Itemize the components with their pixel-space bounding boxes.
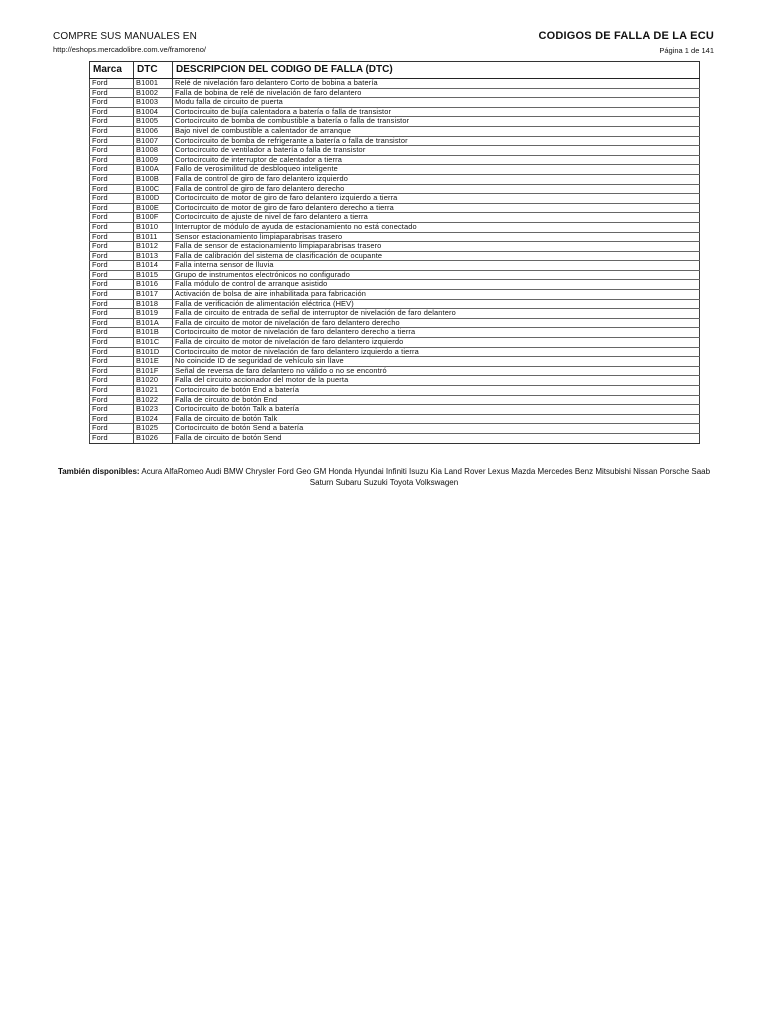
cell-description: Falla de verificación de alimentación eléctrica (HEV) bbox=[173, 299, 700, 309]
table-row bbox=[90, 405, 700, 415]
cell-dtc: B101A bbox=[134, 318, 173, 328]
table-row bbox=[90, 357, 700, 367]
cell-description: Cortocircuito de botón Talk a batería bbox=[173, 405, 700, 415]
cell-marca: Ford bbox=[90, 126, 134, 136]
cell-dtc: B1022 bbox=[134, 395, 173, 405]
cell-description: Falla del circuito accionador del motor de la puerta bbox=[173, 376, 700, 386]
header-left bbox=[53, 31, 206, 55]
cell-dtc: B100D bbox=[134, 194, 173, 204]
cell-description: Falla de control de giro de faro delantero izquierdo bbox=[173, 174, 700, 184]
cell-description: Relé de nivelación faro delantero Corto de bobina a batería bbox=[173, 79, 700, 89]
cell-dtc: B1011 bbox=[134, 232, 173, 242]
cell-dtc: B101E bbox=[134, 357, 173, 367]
cell-description: Cortocircuito de interruptor de calentador a tierra bbox=[173, 155, 700, 165]
cell-description: Cortocircuito de botón End a batería bbox=[173, 386, 700, 396]
table-row bbox=[90, 318, 700, 328]
table-row bbox=[90, 126, 700, 136]
cell-marca: Ford bbox=[90, 88, 134, 98]
table-row bbox=[90, 261, 700, 271]
cell-description: Interruptor de módulo de ayuda de estacionamiento no está conectado bbox=[173, 222, 700, 232]
cell-description: Modu falla de circuito de puerta bbox=[173, 98, 700, 108]
cell-dtc: B1012 bbox=[134, 242, 173, 252]
cell-marca: Ford bbox=[90, 424, 134, 434]
cell-marca: Ford bbox=[90, 347, 134, 357]
document-title: CODIGOS DE FALLA DE LA ECU bbox=[538, 30, 714, 42]
cell-dtc: B1018 bbox=[134, 299, 173, 309]
also-available bbox=[53, 467, 715, 488]
table-row bbox=[90, 414, 700, 424]
cell-marca: Ford bbox=[90, 328, 134, 338]
header-right bbox=[538, 29, 714, 56]
table-row bbox=[90, 213, 700, 223]
header-description: DESCRIPCION DEL CODIGO DE FALLA (DTC) bbox=[173, 62, 700, 79]
cell-dtc: B100E bbox=[134, 203, 173, 213]
header-marca: Marca bbox=[90, 62, 134, 79]
cell-dtc: B1026 bbox=[134, 433, 173, 443]
table-row bbox=[90, 155, 700, 165]
table-row bbox=[90, 194, 700, 204]
cell-description: Cortocircuito de bomba de combustible a batería o falla de transistor bbox=[173, 117, 700, 127]
cell-description: Grupo de instrumentos electrónicos no configurado bbox=[173, 270, 700, 280]
cell-description: Falla de circuito de entrada de señal de interruptor de nivelación de faro delantero bbox=[173, 309, 700, 319]
header-dtc: DTC bbox=[134, 62, 173, 79]
table-row bbox=[90, 309, 700, 319]
shop-url: http://eshops.mercadolibre.com.ve/framoreno/ bbox=[53, 45, 206, 54]
dtc-table bbox=[89, 61, 700, 444]
cell-description: Cortocircuito de ajuste de nivel de faro delantero a tierra bbox=[173, 213, 700, 223]
cell-dtc: B1024 bbox=[134, 414, 173, 424]
brand-list: Acura AlfaRomeo Audi BMW Chrysler Ford Geo GM Honda Hyundai Infiniti Isuzu Kia Land Rover Lexus Mazda Mercedes Benz Mitsubishi Nissan Porsche Saab Saturn Subaru Suzuki Toyota Volkswagen bbox=[141, 467, 711, 487]
table-row bbox=[90, 251, 700, 261]
cell-marca: Ford bbox=[90, 174, 134, 184]
cell-marca: Ford bbox=[90, 414, 134, 424]
cell-marca: Ford bbox=[90, 79, 134, 89]
cell-marca: Ford bbox=[90, 251, 134, 261]
cell-marca: Ford bbox=[90, 213, 134, 223]
table-header-row bbox=[90, 62, 700, 79]
cell-marca: Ford bbox=[90, 155, 134, 165]
cell-marca: Ford bbox=[90, 203, 134, 213]
cell-marca: Ford bbox=[90, 261, 134, 271]
cell-marca: Ford bbox=[90, 136, 134, 146]
table-row bbox=[90, 232, 700, 242]
cell-description: Fallo de verosimilitud de desbloqueo inteligente bbox=[173, 165, 700, 175]
cell-dtc: B101F bbox=[134, 366, 173, 376]
cell-marca: Ford bbox=[90, 357, 134, 367]
table-row bbox=[90, 424, 700, 434]
table-row bbox=[90, 376, 700, 386]
cell-description: Falla de sensor de estacionamiento limpiaparabrisas trasero bbox=[173, 242, 700, 252]
table-row bbox=[90, 270, 700, 280]
table-row bbox=[90, 107, 700, 117]
cell-dtc: B101C bbox=[134, 338, 173, 348]
cell-dtc: B1016 bbox=[134, 280, 173, 290]
table-row bbox=[90, 184, 700, 194]
cell-marca: Ford bbox=[90, 318, 134, 328]
cell-dtc: B1006 bbox=[134, 126, 173, 136]
cell-description: Cortocircuito de bomba de refrigerante a batería o falla de transistor bbox=[173, 136, 700, 146]
cell-description: Sensor estacionamiento limpiaparabrisas trasero bbox=[173, 232, 700, 242]
cell-dtc: B1001 bbox=[134, 79, 173, 89]
cell-dtc: B1010 bbox=[134, 222, 173, 232]
cell-dtc: B100A bbox=[134, 165, 173, 175]
cell-marca: Ford bbox=[90, 299, 134, 309]
cell-marca: Ford bbox=[90, 98, 134, 108]
also-available-label: También disponibles: bbox=[57, 467, 140, 476]
table-row bbox=[90, 117, 700, 127]
table-row bbox=[90, 366, 700, 376]
table-row bbox=[90, 88, 700, 98]
cell-description: Falla de circuito de motor de nivelación de faro delantero derecho bbox=[173, 318, 700, 328]
table-row bbox=[90, 347, 700, 357]
table-row bbox=[90, 174, 700, 184]
page-number: Página 1 de 141 bbox=[659, 46, 714, 55]
cell-dtc: B1007 bbox=[134, 136, 173, 146]
table-row bbox=[90, 203, 700, 213]
cell-marca: Ford bbox=[90, 395, 134, 405]
promo-text: COMPRE SUS MANUALES EN bbox=[53, 31, 197, 42]
cell-dtc: B1025 bbox=[134, 424, 173, 434]
cell-marca: Ford bbox=[90, 107, 134, 117]
cell-description: Cortocircuito de motor de giro de faro delantero izquierdo a tierra bbox=[173, 194, 700, 204]
cell-description: Cortocircuito de botón Send a batería bbox=[173, 424, 700, 434]
table-row bbox=[90, 338, 700, 348]
cell-description: Activación de bolsa de aire inhabilitada para fabricación bbox=[173, 290, 700, 300]
cell-dtc: B1020 bbox=[134, 376, 173, 386]
cell-dtc: B1015 bbox=[134, 270, 173, 280]
cell-dtc: B101B bbox=[134, 328, 173, 338]
cell-dtc: B100C bbox=[134, 184, 173, 194]
table-row bbox=[90, 328, 700, 338]
cell-dtc: B1009 bbox=[134, 155, 173, 165]
table-row bbox=[90, 299, 700, 309]
cell-dtc: B1002 bbox=[134, 88, 173, 98]
cell-description: Cortocircuito de motor de nivelación de faro delantero derecho a tierra bbox=[173, 328, 700, 338]
cell-description: No coincide ID de seguridad de vehículo sin llave bbox=[173, 357, 700, 367]
cell-dtc: B1013 bbox=[134, 251, 173, 261]
table-row bbox=[90, 290, 700, 300]
table-row bbox=[90, 386, 700, 396]
cell-dtc: B1008 bbox=[134, 146, 173, 156]
cell-marca: Ford bbox=[90, 242, 134, 252]
cell-marca: Ford bbox=[90, 386, 134, 396]
cell-description: Falla de circuito de botón Talk bbox=[173, 414, 700, 424]
cell-description: Falla de circuito de botón End bbox=[173, 395, 700, 405]
cell-marca: Ford bbox=[90, 338, 134, 348]
table-row bbox=[90, 433, 700, 443]
cell-marca: Ford bbox=[90, 117, 134, 127]
table-row bbox=[90, 146, 700, 156]
cell-dtc: B1014 bbox=[134, 261, 173, 271]
cell-marca: Ford bbox=[90, 194, 134, 204]
cell-marca: Ford bbox=[90, 165, 134, 175]
cell-marca: Ford bbox=[90, 309, 134, 319]
cell-dtc: B101D bbox=[134, 347, 173, 357]
cell-marca: Ford bbox=[90, 222, 134, 232]
cell-marca: Ford bbox=[90, 146, 134, 156]
cell-description: Falla de control de giro de faro delantero derecho bbox=[173, 184, 700, 194]
cell-marca: Ford bbox=[90, 366, 134, 376]
table-row bbox=[90, 395, 700, 405]
cell-description: Señal de reversa de faro delantero no válido o no se encontró bbox=[173, 366, 700, 376]
cell-marca: Ford bbox=[90, 270, 134, 280]
cell-description: Falla de circuito de motor de nivelación de faro delantero izquierdo bbox=[173, 338, 700, 348]
table-row bbox=[90, 280, 700, 290]
cell-marca: Ford bbox=[90, 280, 134, 290]
table-row bbox=[90, 98, 700, 108]
cell-description: Cortocircuito de ventilador a batería o falla de transistor bbox=[173, 146, 700, 156]
cell-marca: Ford bbox=[90, 184, 134, 194]
cell-dtc: B100B bbox=[134, 174, 173, 184]
table-row bbox=[90, 242, 700, 252]
cell-description: Bajo nivel de combustible a calentador de arranque bbox=[173, 126, 700, 136]
cell-marca: Ford bbox=[90, 376, 134, 386]
cell-dtc: B1019 bbox=[134, 309, 173, 319]
cell-description: Falla de circuito de botón Send bbox=[173, 433, 700, 443]
cell-dtc: B1023 bbox=[134, 405, 173, 415]
cell-dtc: B1005 bbox=[134, 117, 173, 127]
cell-description: Falla interna sensor de lluvia bbox=[173, 261, 700, 271]
cell-description: Cortocircuito de bujía calentadora a batería o falla de transistor bbox=[173, 107, 700, 117]
cell-dtc: B1004 bbox=[134, 107, 173, 117]
cell-dtc: B1017 bbox=[134, 290, 173, 300]
table-body bbox=[90, 79, 700, 444]
cell-marca: Ford bbox=[90, 290, 134, 300]
table-row bbox=[90, 136, 700, 146]
cell-marca: Ford bbox=[90, 433, 134, 443]
cell-marca: Ford bbox=[90, 232, 134, 242]
cell-description: Falla módulo de control de arranque asistido bbox=[173, 280, 700, 290]
cell-dtc: B1003 bbox=[134, 98, 173, 108]
cell-dtc: B100F bbox=[134, 213, 173, 223]
cell-dtc: B1021 bbox=[134, 386, 173, 396]
cell-description: Falla de calibración del sistema de clasificación de ocupante bbox=[173, 251, 700, 261]
cell-description: Cortocircuito de motor de giro de faro delantero derecho a tierra bbox=[173, 203, 700, 213]
table-row bbox=[90, 222, 700, 232]
cell-description: Falla de bobina de relé de nivelación de faro delantero bbox=[173, 88, 700, 98]
cell-description: Cortocircuito de motor de nivelación de faro delantero izquierdo a tierra bbox=[173, 347, 700, 357]
table-row bbox=[90, 79, 700, 89]
cell-marca: Ford bbox=[90, 405, 134, 415]
table-row bbox=[90, 165, 700, 175]
